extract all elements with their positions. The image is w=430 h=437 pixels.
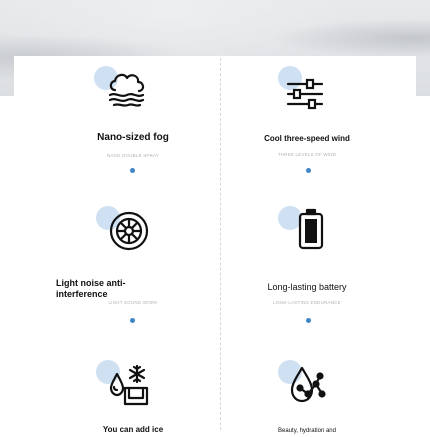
feature-title: Long-lasting battery <box>267 282 347 292</box>
feature-subtitle: LIGHT SOUND WORK <box>108 300 158 305</box>
ice-water-icon <box>108 364 150 406</box>
feature-dot <box>306 318 311 323</box>
feature-title: Light noise anti-interference <box>56 278 126 299</box>
feature-beauty-hydration <box>212 356 402 434</box>
feature-title: Nano-sized fog <box>97 132 169 143</box>
feature-light-noise <box>38 204 228 334</box>
feature-add-ice <box>38 360 228 434</box>
feature-nano-fog <box>38 62 228 182</box>
feature-subtitle: THREE LEVELS OF WIND <box>277 152 337 157</box>
feature-long-battery <box>212 204 402 334</box>
hydration-drop-icon <box>288 364 330 406</box>
feature-subtitle: NANO DOUBLE SPRAY <box>106 153 160 158</box>
fog-cloud-icon <box>106 68 148 110</box>
feature-dot <box>130 318 135 323</box>
feature-dot <box>130 168 135 173</box>
feature-subtitle: LONG-LASTING ENDURANCE <box>273 300 341 305</box>
fan-wheel-icon <box>108 210 150 252</box>
settings-sliders-icon <box>284 74 326 116</box>
battery-icon <box>290 208 332 250</box>
feature-title: Beauty, hydration and <box>278 428 336 434</box>
feature-dot <box>306 168 311 173</box>
feature-title: You can add ice <box>102 425 164 434</box>
feature-three-speed-wind <box>212 62 402 182</box>
feature-title: Cool three-speed wind <box>264 134 350 143</box>
